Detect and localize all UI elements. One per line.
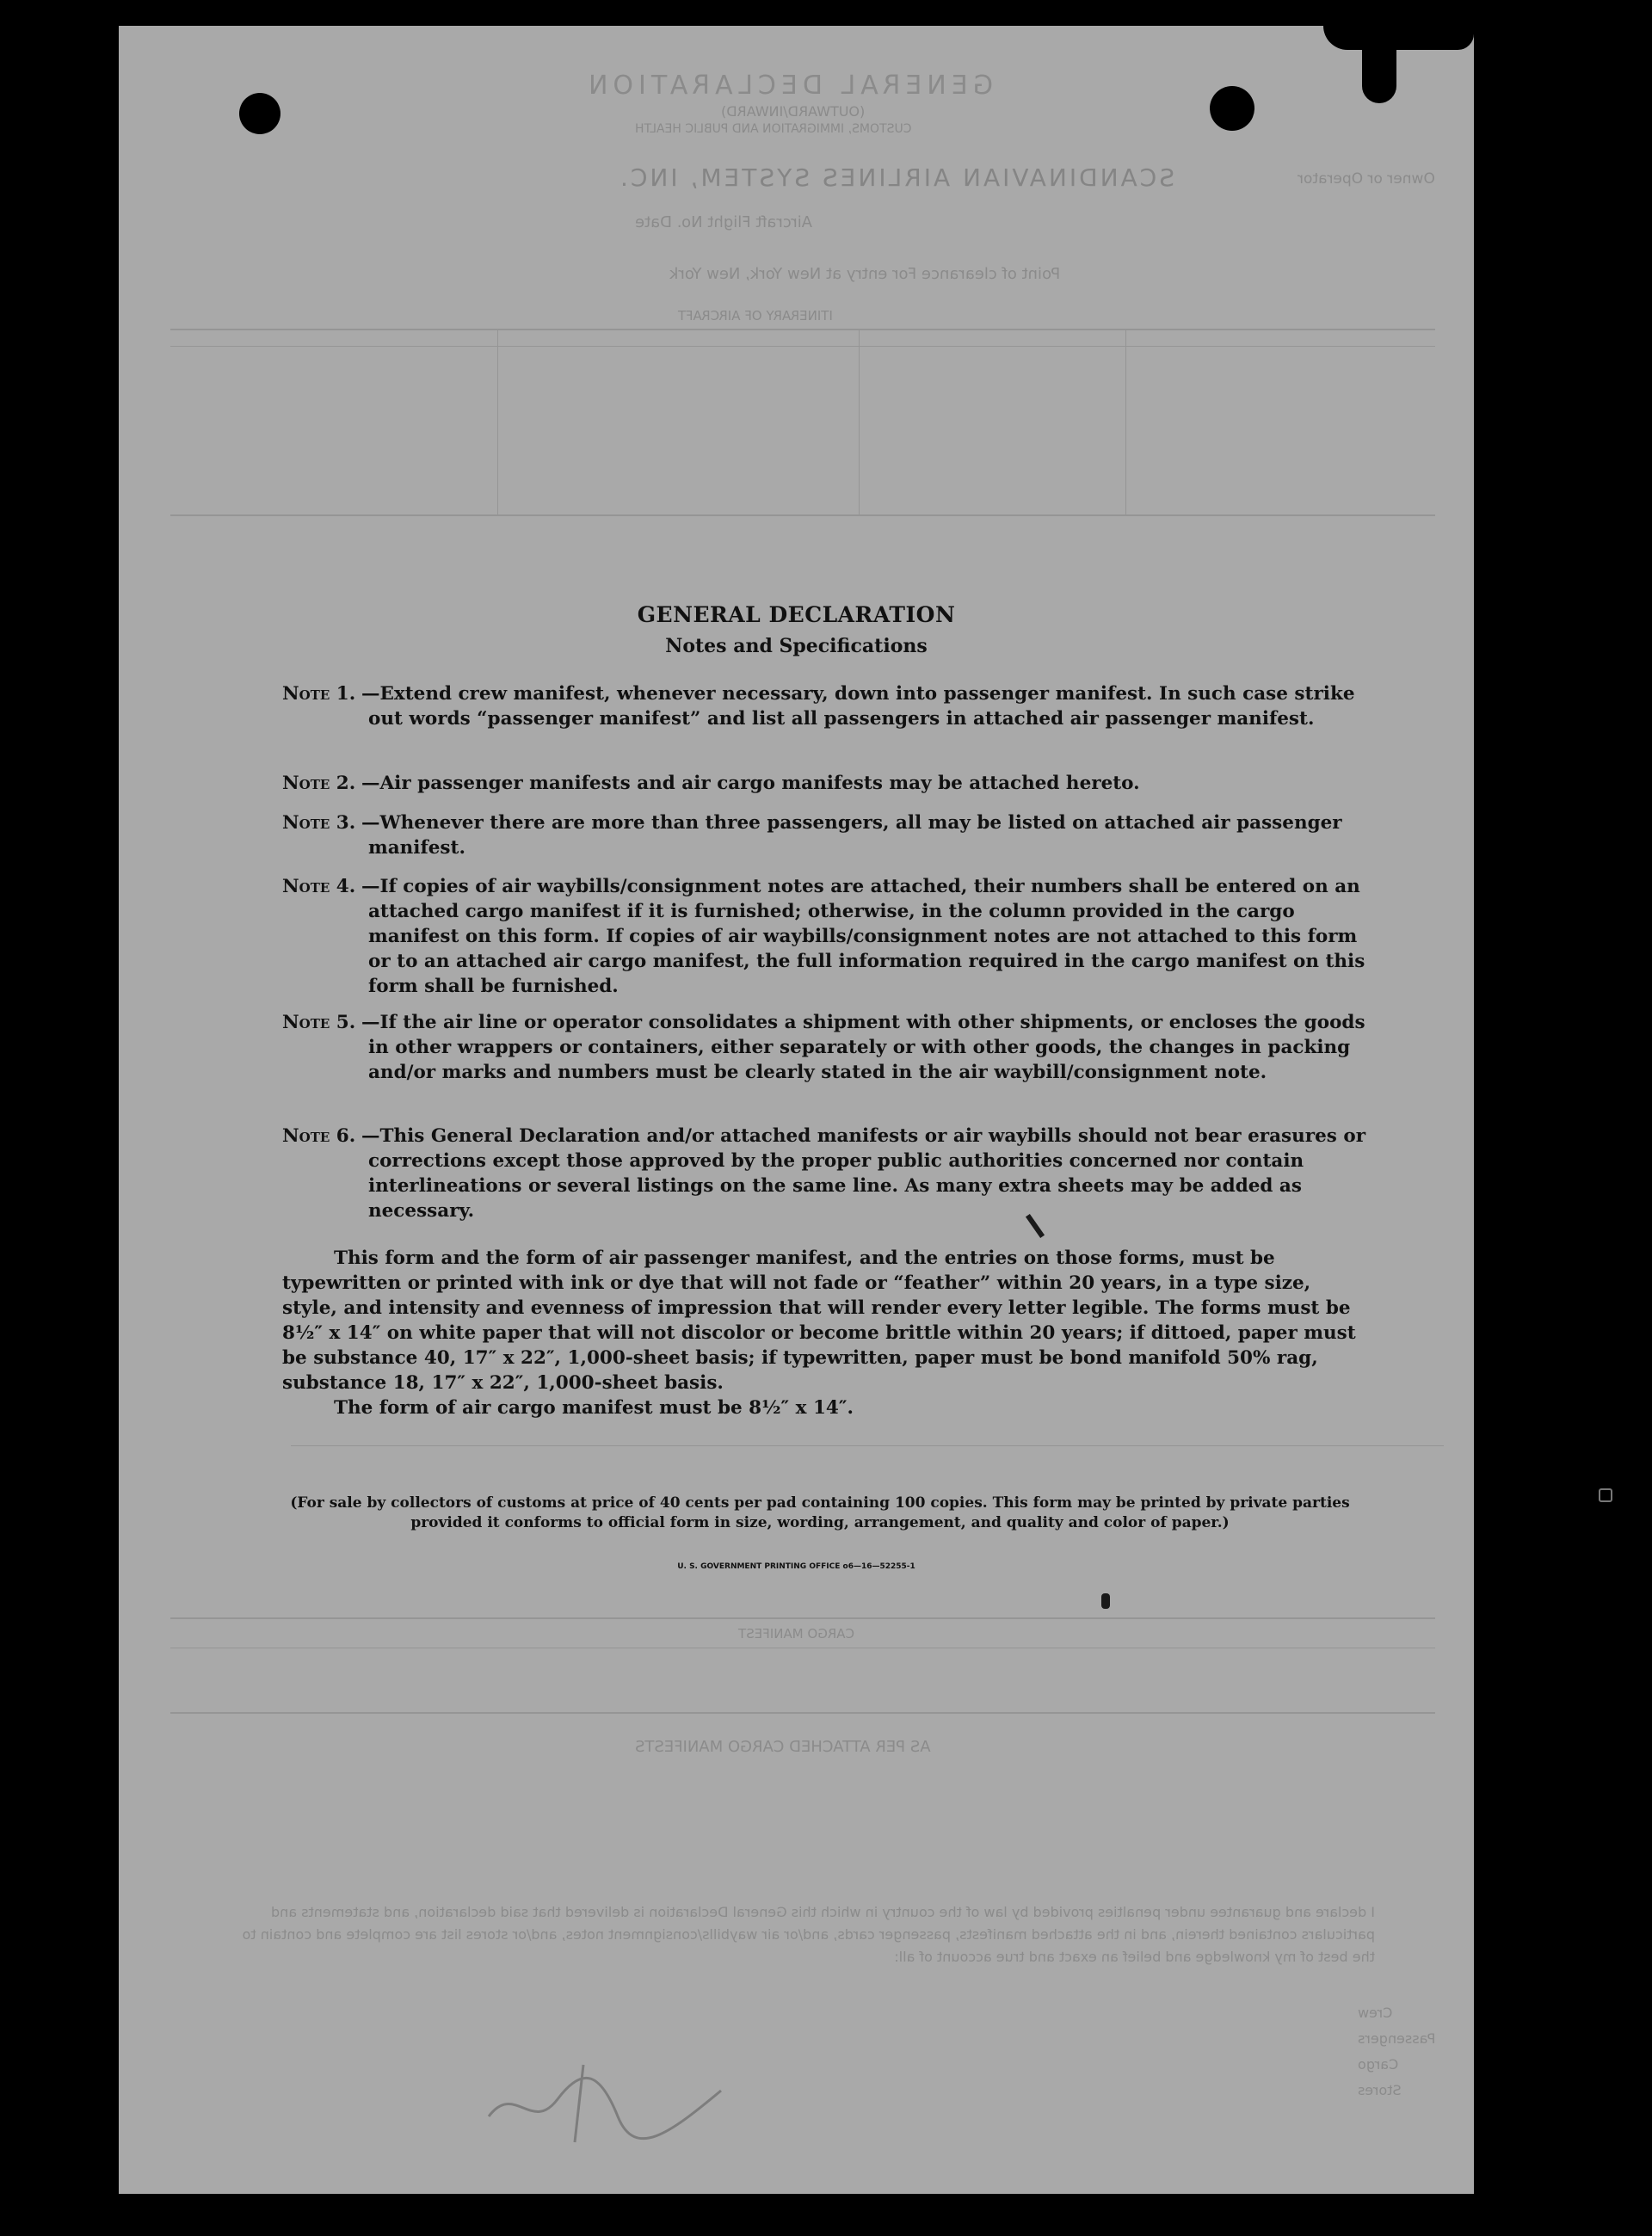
bleed-cargo-attached: AS PER ATTACHED CARGO MANIFESTS	[635, 1738, 931, 1756]
note-label: Note 4.	[282, 876, 356, 897]
bleed-cargo-rule-3	[170, 1712, 1435, 1714]
note-3	[282, 810, 1366, 860]
note-text: —Extend crew manifest, whenever necessary, down into passenger manifest. In such case strike out words “passenger manifest” and list all passengers in attached air passenger manifest.	[361, 683, 1355, 730]
bleed-crew-label-4: Stores	[1358, 2082, 1402, 2098]
note-text: —If the air line or operator consolidates a shipment with other shipments, or encloses the goods in other wrappers or containers, either separately or with other goods, the changes in packing and/or marks and numbers must be clearly stated in the air waybill/consignment note.	[361, 1012, 1365, 1083]
scan-speck	[1599, 1488, 1612, 1502]
note-4	[282, 874, 1366, 999]
form-requirements	[282, 1246, 1366, 1420]
bleed-declaration: I declare and guarantee under penalties provided by law of the country in which this General Declaration is delivered that said declaration, and statements and particulars contained therein, and in the attached manifests, passenger cards, and/or air waybills/consignment notes, and/or stores list are complete and contain to the best of my knowledge and belief an exact and true account of all:	[242, 1904, 1375, 1965]
document-subheading: Notes and Specifications	[665, 635, 928, 657]
bleed-crew-label-2: Passengers	[1358, 2030, 1436, 2047]
note-label: Note 3.	[282, 812, 356, 834]
bleed-table-col-2	[859, 329, 860, 514]
bleed-form-title: GENERAL DECLARATION	[583, 71, 993, 101]
bleed-signature	[480, 2056, 738, 2151]
bleed-table-col-3	[1125, 329, 1126, 514]
printing-office-line: U. S. GOVERNMENT PRINTING OFFICE o6—16—52255-1	[677, 1562, 915, 1571]
bleed-clearance-line: Point of clearance For entry at New York, New York	[669, 265, 1061, 283]
punch-hole-left	[239, 93, 280, 134]
note-text: —This General Declaration and/or attached manifests or air waybills should not bear erasures or corrections except those approved by the proper public authorities concerned nor contain interlineations or several listings on the same line. As many extra sheets may be added as necessary.	[361, 1125, 1366, 1222]
ink-speck	[1101, 1593, 1110, 1609]
punch-hole-right	[1210, 86, 1254, 131]
bleed-table-rule-3	[170, 514, 1435, 516]
note-text: —Air passenger manifests and air cargo manifests may be attached hereto.	[361, 773, 1140, 794]
torn-edge	[1323, 26, 1474, 50]
form-requirements-text: This form and the form of air passenger manifest, and the entries on those forms, must be typewritten or printed with ink or dye that will not fade or “feather” within 20 years, in a type size, style, and intensity and evenness of impression that will render every letter legible. The forms must be 8½″ x 14″ on white paper that will not discolor or become brittle within 20 years; if dittoed, paper must be substance 40, 17″ x 22″, 1,000-sheet basis; if typewritten, paper must be bond manifold 50% rag, substance 18, 17″ x 22″, 1,000-sheet basis.	[282, 1247, 1356, 1394]
bleed-mid-rule	[291, 1445, 1444, 1446]
bleed-itinerary: ITINERARY OF AIRCRAFT	[678, 308, 833, 323]
bleed-flight-line: Aircraft Flight No. Date	[635, 213, 813, 231]
note-5	[282, 1010, 1366, 1085]
note-2	[282, 771, 1366, 796]
bleed-agency: CUSTOMS, IMMIGRATION AND PUBLIC HEALTH	[635, 122, 912, 136]
bleed-form-subtitle: (OUTWARD/INWARD)	[721, 103, 866, 120]
bleed-operator: SCANDINAVIAN AIRLINES SYSTEM, INC.	[618, 163, 1175, 192]
bleed-table-rule-1	[170, 329, 1435, 330]
note-text: —Whenever there are more than three passengers, all may be listed on attached air passenger manifest.	[361, 812, 1342, 859]
note-label: Note 2.	[282, 773, 356, 794]
bleed-cargo-manifest: CARGO MANIFEST	[738, 1626, 854, 1642]
note-6	[282, 1124, 1366, 1223]
note-1	[282, 681, 1366, 731]
document-heading: GENERAL DECLARATION	[637, 602, 956, 627]
note-label: Note 5.	[282, 1012, 356, 1033]
bleed-crew-label-3: Cargo	[1358, 2056, 1399, 2073]
bleed-cargo-rule-1	[170, 1617, 1435, 1619]
note-label: Note 1.	[282, 683, 356, 705]
note-label: Note 6.	[282, 1125, 356, 1147]
note-text: —If copies of air waybills/consignment notes are attached, their numbers shall be entered on an attached cargo manifest if it is furnished; otherwise, in the column provided in the cargo manifest on this form. If copies of air waybills/consignment notes are not attached to this form or to an attached air cargo manifest, the full information required in the cargo manifest on this form shall be furnished.	[361, 876, 1365, 997]
bleed-crew-label-1: Crew	[1358, 2005, 1393, 2021]
bleed-table-rule-2	[170, 346, 1435, 347]
bleed-operator-label: Owner or Operator	[1298, 170, 1435, 188]
cargo-form-size: The form of air cargo manifest must be 8½″ x 14″.	[334, 1397, 854, 1419]
sale-notice: (For sale by collectors of customs at price of 40 cents per pad containing 100 copies. This form may be printed by private parties provided it conforms to official form in size, wording, arrangement, and quality and color of paper.)	[290, 1494, 1350, 1531]
document-page	[119, 26, 1474, 2194]
bleed-table-col-1	[497, 329, 498, 514]
torn-edge-2	[1362, 43, 1396, 103]
